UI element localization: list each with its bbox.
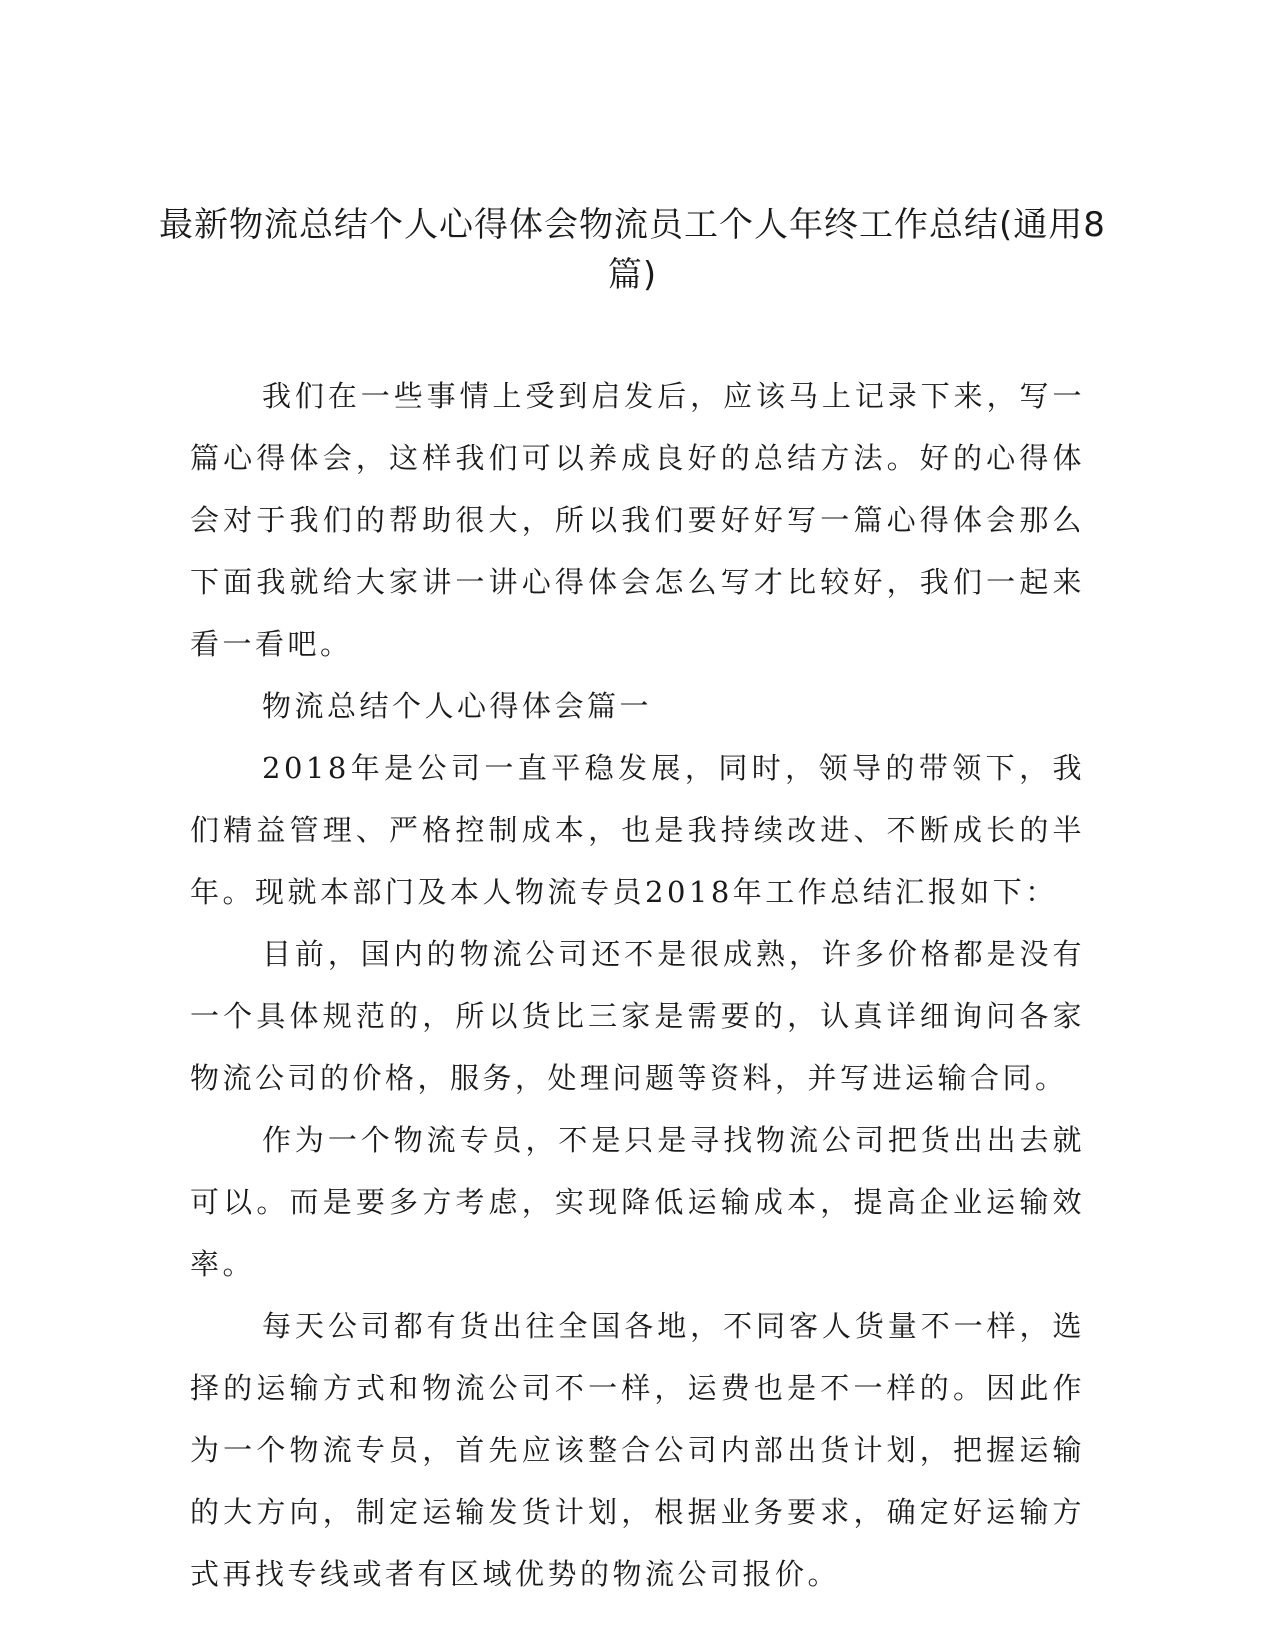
section-heading: 物流总结个人心得体会篇一 [262, 689, 653, 723]
paragraph: 作为一个物流专员，不是只是寻找物流公司把货出出去就可以。而是要多方考虑，实现降低运输成本，提高企业运输效率。 [190, 1123, 1085, 1281]
document-title: 最新物流总结个人心得体会物流员工个人年终工作总结(通用8篇) [159, 205, 1106, 295]
paragraph: 每天公司都有货出往全国各地，不同客人货量不一样，选择的运输方式和物流公司不一样，运费也是不一样的。因此作为一个物流专员，首先应该整合公司内部出货计划，把握运输的大方向，制定运输发货计划，根据业务要求，确定好运输方式再找专线或者有区域优势的物流公司报价。 [190, 1309, 1085, 1591]
paragraph: 2018年是公司一直平稳发展，同时，领导的带领下，我们精益管理、严格控制成本，也是我持续改进、不断成长的半年。现就本部门及本人物流专员2018年工作总结汇报如下： [190, 751, 1085, 909]
paragraph: 目前，国内的物流公司还不是很成熟，许多价格都是没有一个具体规范的，所以货比三家是需要的，认真详细询问各家物流公司的价格，服务，处理问题等资料，并写进运输合同。 [190, 937, 1085, 1095]
document-body [190, 365, 1085, 1605]
paragraph-intro: 我们在一些事情上受到启发后，应该马上记录下来，写一篇心得体会，这样我们可以养成良好的总结方法。好的心得体会对于我们的帮助很大，所以我们要好好写一篇心得体会那么下面我就给大家讲一讲心得体会怎么写才比较好，我们一起来看一看吧。 [190, 379, 1085, 661]
